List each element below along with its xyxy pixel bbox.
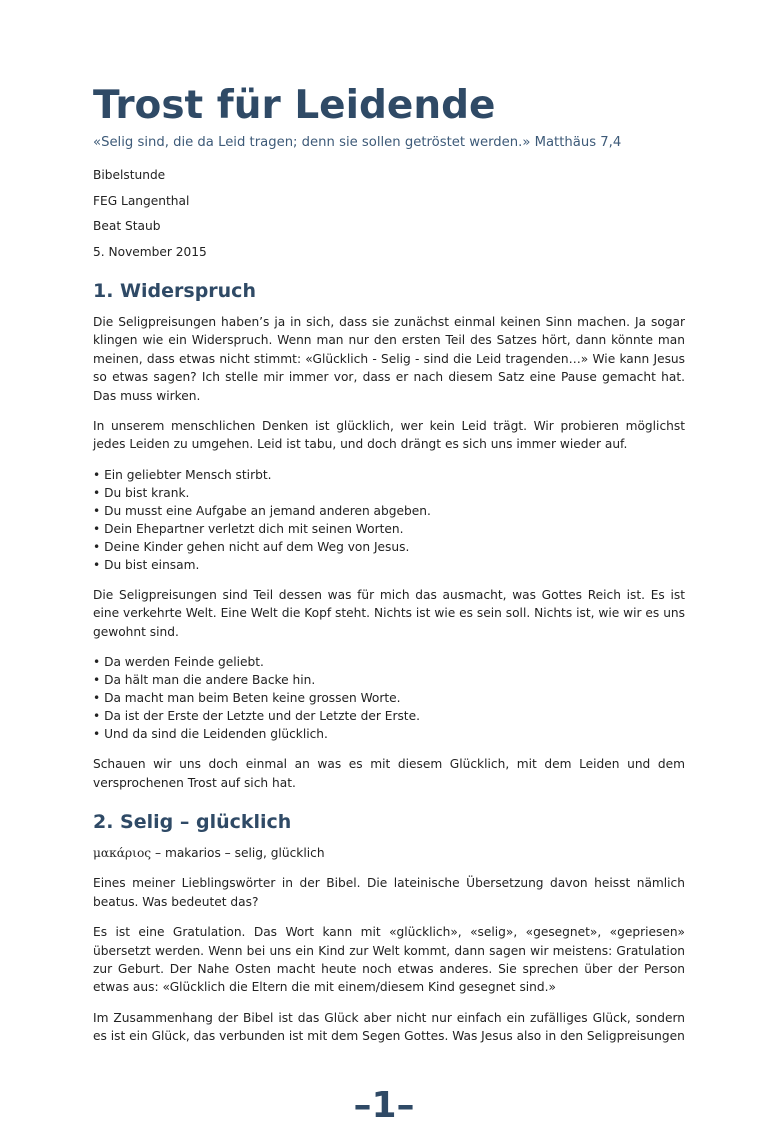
- meta-line: 5. November 2015: [93, 244, 207, 259]
- section-heading: 2. Selig – glücklich: [93, 810, 292, 833]
- subtitle-quote: «Selig sind, die da Leid tragen; denn sie sollen getröstet werden.» Matthäus 7,4: [93, 135, 622, 150]
- section-heading: 1. Widerspruch: [93, 280, 256, 303]
- list-item: • Da macht man beim Beten keine grossen Worte.: [93, 689, 685, 707]
- meta-line: Bibelstunde: [93, 168, 166, 183]
- list-item: • Dein Ehepartner verletzt dich mit seinen Worten.: [93, 520, 685, 538]
- list-item: • Da ist der Erste der Letzte und der Letzte der Erste.: [93, 707, 685, 725]
- meta-line: Beat Staub: [93, 219, 161, 234]
- list-item: • Da hält man die andere Backe hin.: [93, 671, 685, 689]
- document-title: Trost für Leidende: [93, 83, 496, 128]
- document-page: [93, 0, 685, 1046]
- paragraph: Die Seligpreisungen sind Teil dessen was für mich das ausmacht, was Gottes Reich ist. Es ist eine verkehrte Welt. Eine Welt die Kopf steht. Nichts ist wie es sein soll. Nichts ist, wie wir es uns gewohnt sind.: [93, 587, 685, 639]
- paragraph: In unserem menschlichen Denken ist glücklich, wer kein Leid trägt. Wir probieren möglichst jedes Leiden zu umgehen. Leid ist tabu, und doch drängt es sich uns immer wieder auf.: [93, 419, 685, 452]
- list-item: • Da werden Feinde geliebt.: [93, 653, 685, 671]
- list-item: • Deine Kinder gehen nicht auf dem Weg von Jesus.: [93, 538, 685, 556]
- greek-word: μακάριος: [93, 845, 152, 860]
- bullet-list: [93, 653, 685, 743]
- greek-term: [93, 844, 685, 862]
- list-item: • Und da sind die Leidenden glücklich.: [93, 725, 685, 743]
- page-number: –1–: [353, 1084, 415, 1126]
- meta-line: FEG Langenthal: [93, 193, 190, 208]
- paragraph: Im Zusammenhang der Bibel ist das Glück aber nicht nur einfach ein zufälliges Glück, sondern es ist ein Glück, das verbunden ist mit dem Segen Gottes. Was Jesus also in den Seligpreisungen: [93, 1010, 685, 1044]
- greek-translation: – makarios – selig, glücklich: [151, 845, 325, 860]
- list-item: • Ein geliebter Mensch stirbt.: [93, 466, 685, 484]
- bullet-list: [93, 466, 685, 574]
- list-item: • Du bist krank.: [93, 484, 685, 502]
- paragraph: Es ist eine Gratulation. Das Wort kann mit «glücklich», «selig», «gesegnet», «gepriesen» übersetzt werden. Wenn bei uns ein Kind zur Welt kommt, dann sagen wir meistens: Gratulation zur Geburt. Der Nahe Osten macht heute noch etwas anderes. Sie sprechen über der Person etwas aus: «Glücklich die Eltern die mit einem/diesem Kind gesegnet sind.»: [93, 925, 685, 995]
- list-item: • Du musst eine Aufgabe an jemand anderen abgeben.: [93, 502, 685, 520]
- paragraph: Die Seligpreisungen haben’s ja in sich, dass sie zunächst einmal keinen Sinn machen. Ja sogar klingen wie ein Widerspruch. Wenn man nur den ersten Teil des Satzes hört, dann könnte man meinen, dass etwas nicht stimmt: «Glücklich - Selig - sind die Leid tragenden…» Wie kann Jesus so etwas sagen? Ich stelle mir immer vor, dass er nach diesem Satz eine Pause gemacht hat. Das muss wirken.: [93, 315, 685, 403]
- list-item: • Du bist einsam.: [93, 556, 685, 574]
- paragraph: Schauen wir uns doch einmal an was es mit diesem Glücklich, mit dem Leiden und dem versprochenen Trost auf sich hat.: [93, 757, 685, 790]
- paragraph: Eines meiner Lieblingswörter in der Bibel. Die lateinische Übersetzung davon heisst nämlich beatus. Was bedeutet das?: [93, 876, 685, 909]
